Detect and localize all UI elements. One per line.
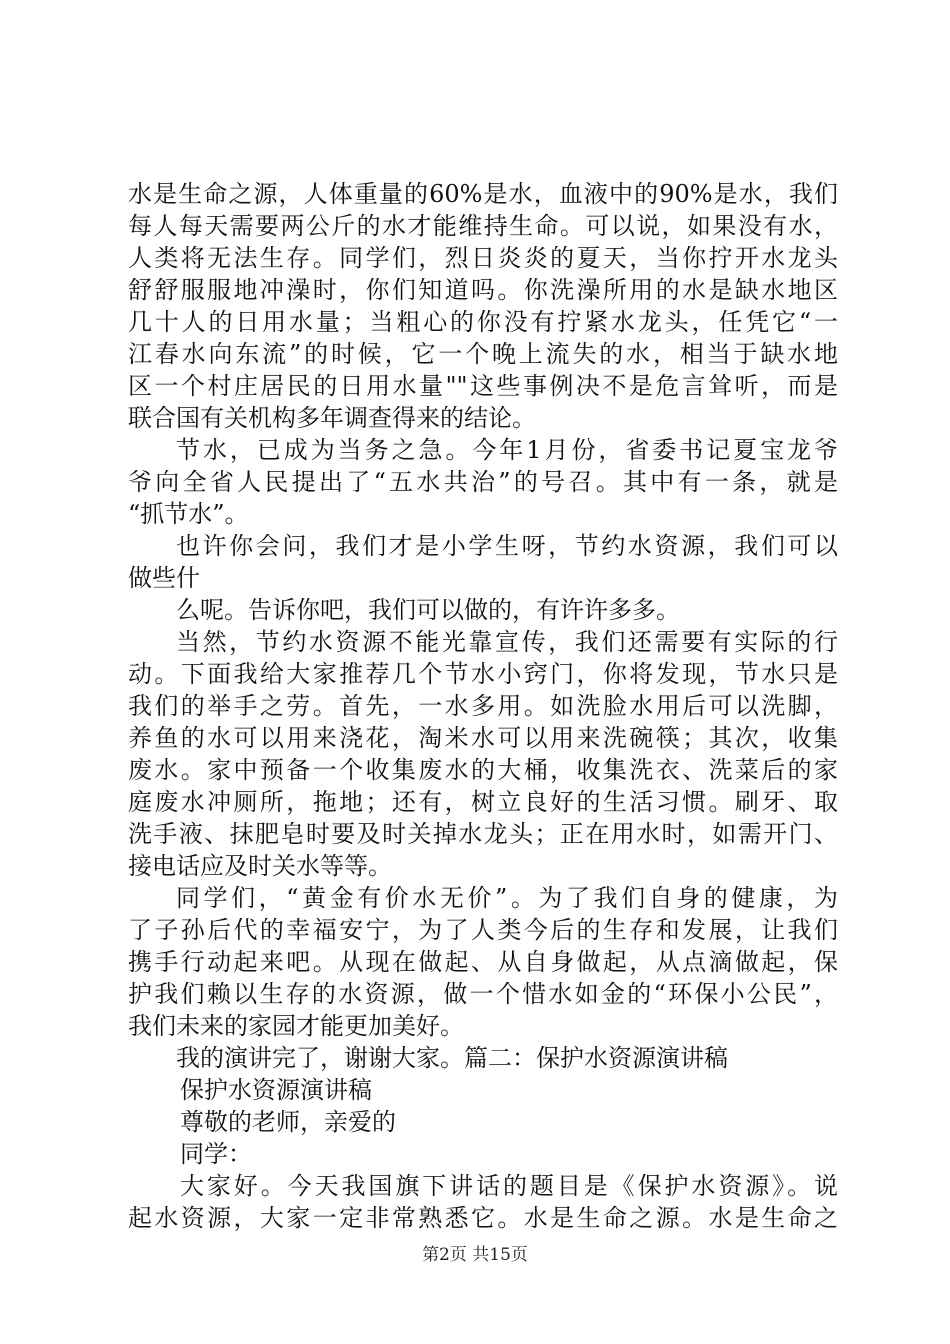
text-line: 了子孙后代的幸福安宁，为了人类今后的生存和发展，让我们 (128, 916, 838, 944)
salutation: 同学： (180, 1140, 252, 1168)
text-line: 废水。家中预备一个收集废水的大桶，收集洗衣、洗菜后的家 (128, 756, 838, 784)
text-line: 联合国有关机构多年调查得来的结论。 (128, 404, 536, 432)
text-line: 节水，已成为当务之急。今年1月份，省委书记夏宝龙爷 (176, 436, 838, 464)
text-line: 每人每天需要两公斤的水才能维持生命。可以说，如果没有水， (128, 212, 838, 240)
text-line: 同学们，“黄金有价水无价”。为了我们自身的健康，为 (176, 884, 838, 912)
section-heading: 保护水资源演讲稿 (180, 1076, 372, 1104)
text-line: 爷向全省人民提出了“五水共治”的号召。其中有一条，就是 (128, 468, 838, 496)
text-line: 护我们赖以生存的水资源，做一个惜水如金的“环保小公民”， (128, 980, 838, 1008)
document-body (128, 178, 838, 1234)
text-line: “抓节水”。 (128, 500, 249, 528)
text-line: 携手行动起来吧。从现在做起、从自身做起，从点滴做起，保 (128, 948, 838, 976)
text-line: 我们的举手之劳。首先，一水多用。如洗脸水用后可以洗脚， (128, 692, 838, 720)
text-line: 起水资源，大家一定非常熟悉它。水是生命之源。水是生命之 (128, 1204, 838, 1232)
text-line: 做些什 (128, 564, 200, 592)
text-line: 水是生命之源，人体重量的60%是水，血液中的90%是水，我们 (128, 180, 838, 208)
text-line: 当然，节约水资源不能光靠宣传，我们还需要有实际的行 (176, 628, 838, 656)
text-line: 大家好。今天我国旗下讲话的题目是《保护水资源》。说 (180, 1172, 838, 1200)
page-number-footer: 第2页 共15页 (422, 1245, 528, 1265)
text-line: 舒舒服服地冲澡时，你们知道吗。你洗澡所用的水是缺水地区 (128, 276, 838, 304)
text-line: 接电话应及时关水等等。 (128, 852, 392, 880)
text-line: 庭废水冲厕所，拖地；还有，树立良好的生活习惯。刷牙、取 (128, 788, 838, 816)
text-line: 么呢。告诉你吧，我们可以做的，有许许多多。 (176, 596, 680, 624)
text-line: 我们未来的家园才能更加美好。 (128, 1012, 464, 1040)
text-line: 江春水向东流”的时候，它一个晚上流失的水，相当于缺水地 (128, 340, 838, 368)
text-line: 几十人的日用水量；当粗心的你没有拧紧水龙头，任凭它“一 (128, 308, 838, 336)
text-line: 动。下面我给大家推荐几个节水小窍门，你将发现，节水只是 (128, 660, 838, 688)
text-line: 养鱼的水可以用来浇花，淘米水可以用来洗碗筷；其次，收集 (128, 724, 838, 752)
text-line: 区一个村庄居民的日用水量""这些事例决不是危言耸听，而是 (128, 372, 838, 400)
text-line: 也许你会问，我们才是小学生呀，节约水资源，我们可以 (176, 532, 838, 560)
text-line: 我的演讲完了，谢谢大家。篇二：保护水资源演讲稿 (176, 1044, 728, 1072)
text-line: 人类将无法生存。同学们，烈日炎炎的夏天，当你拧开水龙头 (128, 244, 838, 272)
salutation: 尊敬的老师，亲爱的 (180, 1108, 396, 1136)
text-line: 洗手液、抹肥皂时要及时关掉水龙头；正在用水时，如需开门、 (128, 820, 838, 848)
